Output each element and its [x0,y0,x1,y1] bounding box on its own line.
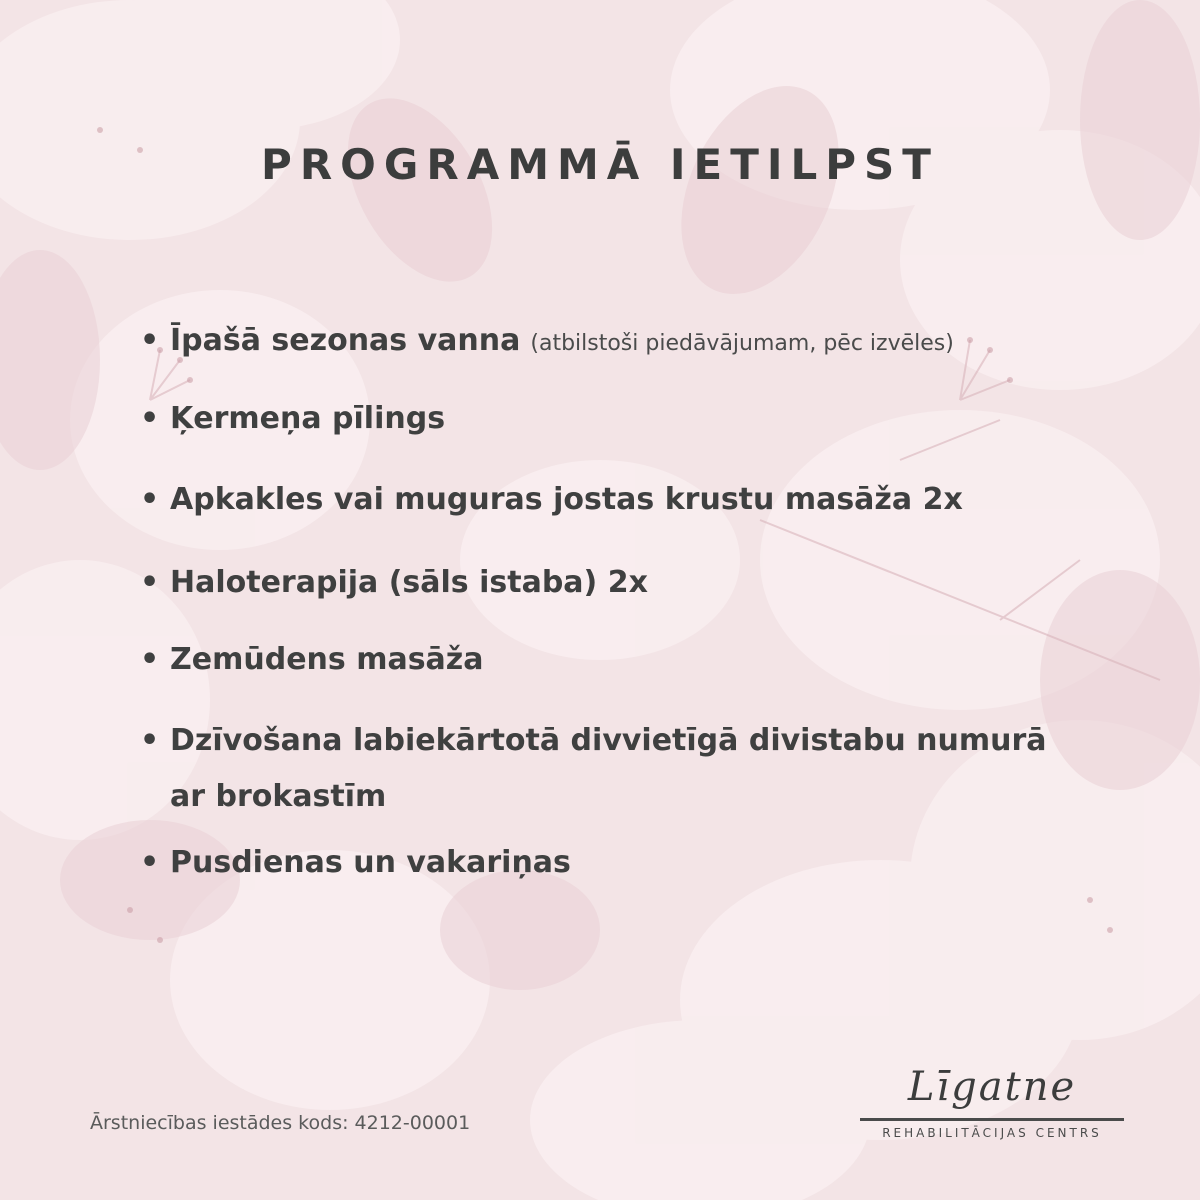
list-item-text-continued: ar brokastīm [170,779,387,814]
list-item [140,634,1140,686]
list-item [140,474,1140,526]
list-item-text: Zemūdens masāža [170,642,484,677]
bullet: • [140,323,160,358]
bullet: • [140,482,160,517]
logo-wordmark: Līgatne [907,1064,1077,1110]
facility-code: Ārstniecības iestādes kods: 4212-00001 [90,1112,471,1134]
bullet: • [140,401,160,436]
list-item [140,315,1140,370]
list-item [140,837,1140,889]
page-title: PROGRAMMĀ IETILPST [261,140,939,189]
list-item-text: Īpašā sezonas vanna [170,323,521,358]
list-item [140,713,1140,825]
list-item-text: Apkakles vai muguras jostas krustu masāža 2x [170,482,963,517]
list-item-text: Haloterapija (sāls istaba) 2x [170,565,648,600]
bullet: • [140,565,160,600]
list-item-text: Ķermeņa pīlings [170,401,446,436]
logo-divider [860,1118,1124,1121]
bullet: • [140,642,160,677]
list-item-text: Pusdienas un vakariņas [170,845,571,880]
bullet: • [140,845,160,880]
list-item-text: Dzīvošana labiekārtotā divvietīgā divistabu numurā [170,723,1047,758]
list-item [140,393,1140,445]
ligatne-logo [860,1064,1124,1150]
logo-subtitle: REHABILITĀCIJAS CENTRS [882,1126,1102,1140]
list-item [140,557,1140,609]
bullet: • [140,723,160,758]
list-item-note: (atbilstoši piedāvājumam, pēc izvēles) [530,331,954,356]
